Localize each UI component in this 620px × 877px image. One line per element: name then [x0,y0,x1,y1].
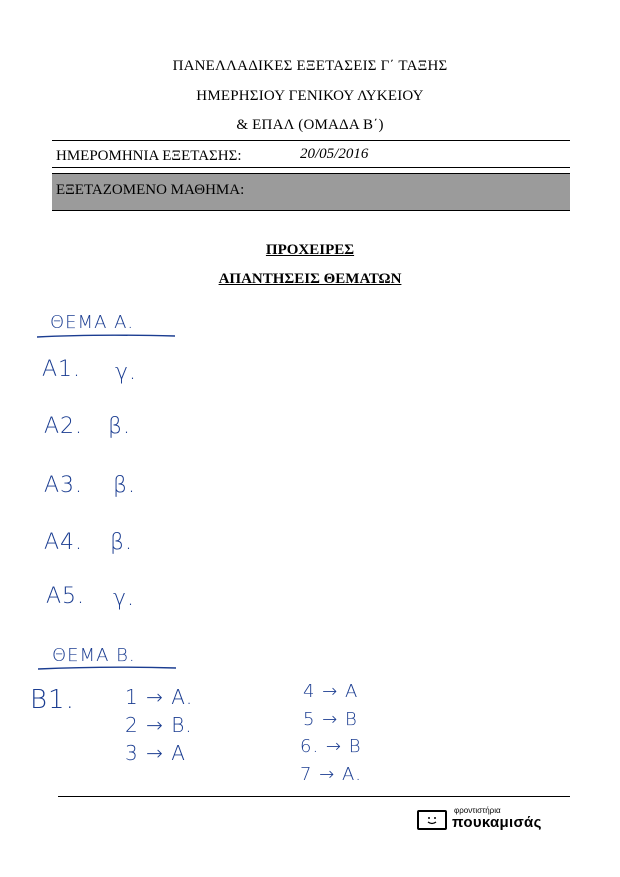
answer-a1-value: γ. [115,360,138,385]
exam-date-label: ΗΜΕΡΟΜΗΝΙΑ ΕΞΕΤΑΣΗΣ: [56,148,242,164]
answer-a5-label: Α5. [46,584,86,609]
match-pair: 6. → Β [300,736,362,757]
answers-title-line-1: ΠΡΟΧΕΙΡΕΣ [265,242,355,258]
exam-date-value: 20/05/2016 [300,146,369,162]
header-line-1: ΠΑΝΕΛΛΑΔΙΚΕΣ ΕΞΕΤΑΣΕΙΣ Γ΄ ΤΑΞΗΣ [172,58,448,74]
header-divider [52,140,570,141]
answers-title-line-2: ΑΠΑΝΤΗΣΕΙΣ ΘΕΜΑΤΩΝ [218,271,402,287]
theme-a-underline [35,332,180,340]
answer-a2-label: Α2. [44,414,84,439]
footer-divider [58,796,570,797]
match-pair: 3 → Α [125,741,186,765]
match-pair: 2 → Β. [125,713,193,737]
subject-label: ΕΞΕΤΑΖΟΜΕΝΟ ΜΑΘΗΜΑ: [56,182,245,198]
theme-a-title: ΘΕΜΑ Α. [50,312,135,333]
answer-a3-value: β. [113,473,137,498]
theme-b-title: ΘΕΜΑ Β. [52,645,136,666]
theme-b-underline [36,664,181,672]
smiley-box-icon [417,810,447,830]
answer-a5-value: γ. [113,586,136,611]
theme-b-item-label: Β1. [30,685,75,715]
logo-tagline: φροντιστήρια [454,806,501,815]
subject-row [52,173,570,211]
answer-a4-value: β. [110,530,134,555]
match-pair: 4 → Α [303,681,359,702]
header-line-3: & ΕΠΑΛ (ΟΜΑΔΑ Β΄) [236,117,384,133]
answer-a4-label: Α4. [44,530,84,555]
match-pair: 7 → Α. [300,764,363,785]
logo-brand: πουκαμισάς [452,814,542,831]
match-pair: 1 → Α. [125,685,194,709]
match-pair: 5 → Β [303,709,358,730]
header-line-2: ΗΜΕΡΗΣΙΟΥ ΓΕΝΙΚΟΥ ΛΥΚΕΙΟΥ [196,88,424,104]
date-divider [52,167,570,168]
answer-a3-label: Α3. [44,473,84,498]
answer-a1-label: Α1. [42,357,82,382]
answer-a2-value: β. [108,414,132,439]
